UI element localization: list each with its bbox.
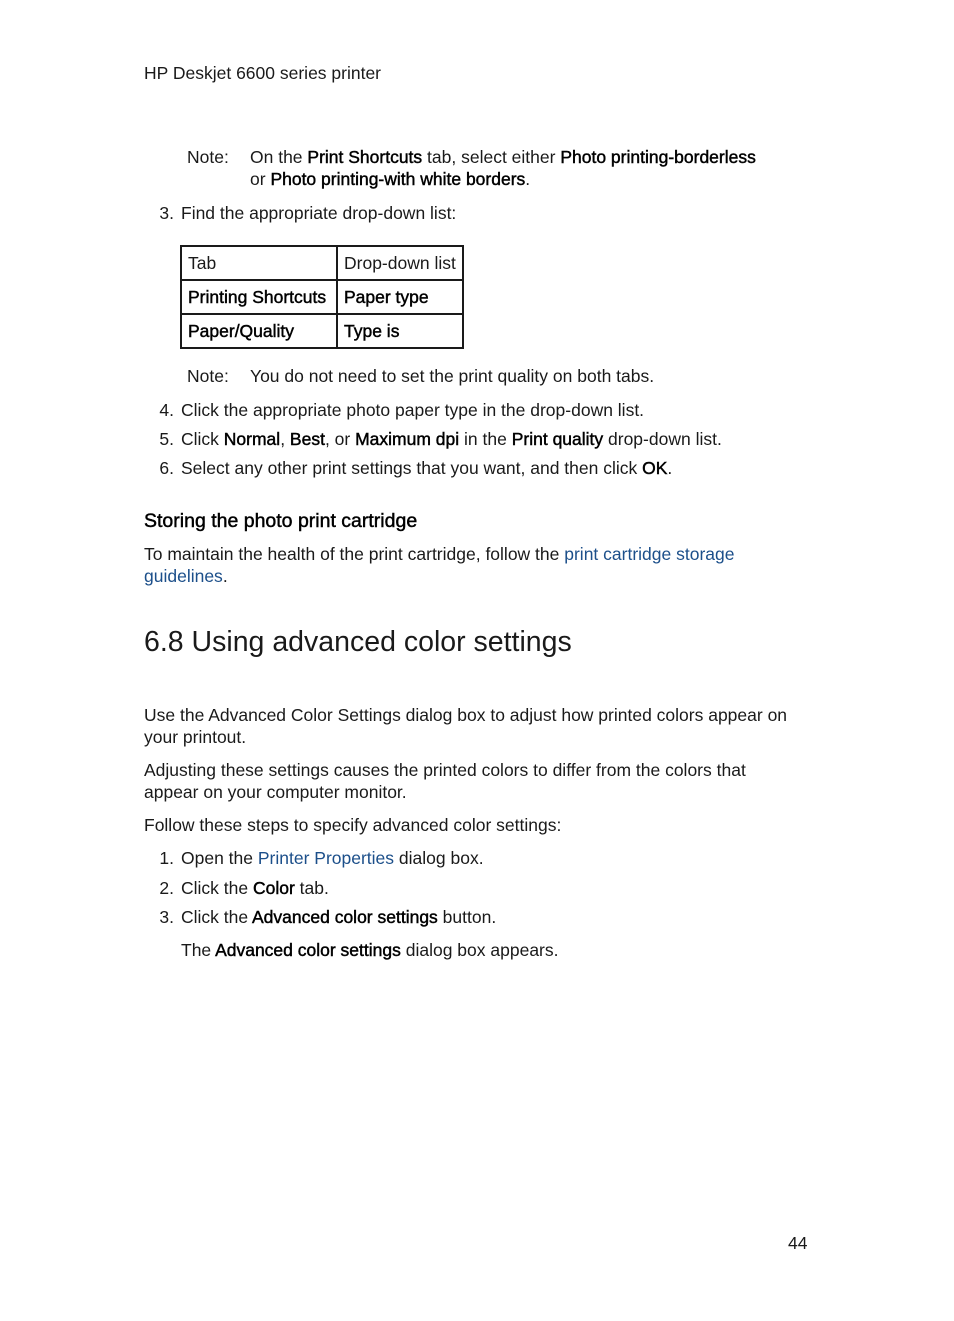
step-text <box>181 877 821 899</box>
text: Open the <box>181 848 258 868</box>
text: dialog box. <box>394 848 484 868</box>
step-number: 3. <box>159 907 174 927</box>
section-heading: 6.8 Using advanced color settings <box>144 626 572 658</box>
text: tab, select either <box>422 147 561 167</box>
text: . <box>222 566 228 586</box>
text: . <box>667 458 673 478</box>
text: Select any other print settings that you want, and then click <box>181 458 643 478</box>
note-line-2 <box>250 168 810 190</box>
storing-paragraph <box>144 543 824 587</box>
step-text <box>181 428 821 450</box>
dropdown-table <box>180 245 464 349</box>
step-text: Click the appropriate photo paper type in the drop-down list. <box>181 400 645 420</box>
note-text <box>250 146 810 190</box>
paragraph-line: appear on your computer monitor. <box>144 782 407 802</box>
table-header-row <box>181 246 463 280</box>
table-cell: Type is <box>337 314 463 348</box>
step-number: 5. <box>159 429 174 449</box>
ui-term: Normal <box>223 429 281 449</box>
ui-term: Photo printing-borderless <box>560 147 756 167</box>
step-number: 2. <box>159 878 174 898</box>
step-number: 3. <box>159 203 174 223</box>
table-header-cell: Drop-down list <box>337 246 463 280</box>
text: The <box>181 940 216 960</box>
text: or <box>250 169 271 189</box>
ui-term: Maximum dpi <box>355 429 460 449</box>
step-text <box>181 457 821 479</box>
text: To maintain the health of the print cartridge, follow the <box>144 544 565 564</box>
running-header: HP Deskjet 6600 series printer <box>144 63 382 83</box>
paragraph-line <box>144 543 824 565</box>
ui-term: Best <box>289 429 325 449</box>
text: dialog box appears. <box>400 940 559 960</box>
note-label: Note: <box>187 366 229 386</box>
paragraph-line: Use the Advanced Color Settings dialog box to adjust how printed colors appear on <box>144 705 788 725</box>
text: in the <box>459 429 512 449</box>
table-cell: Paper/Quality <box>181 314 337 348</box>
step-number: 6. <box>159 458 174 478</box>
paragraph <box>144 759 824 803</box>
step-text <box>181 847 821 869</box>
ui-term: Print quality <box>511 429 604 449</box>
storage-guidelines-link[interactable]: print cartridge storage <box>564 544 735 564</box>
ui-term: Print Shortcuts <box>307 147 423 167</box>
paragraph-line: your printout. <box>144 727 247 747</box>
text: Click <box>181 429 224 449</box>
table-row <box>181 280 463 314</box>
step-text <box>181 906 821 928</box>
text: On the <box>250 147 308 167</box>
step-text: Find the appropriate drop-down list: <box>181 203 457 223</box>
step-number: 4. <box>159 400 174 420</box>
note-line-1 <box>250 146 810 168</box>
table-cell: Printing Shortcuts <box>181 280 337 314</box>
paragraph-line: Adjusting these settings causes the printed colors to differ from the colors that <box>144 760 746 780</box>
note-label: Note: <box>187 147 229 167</box>
text: , <box>280 429 290 449</box>
page-number: 44 <box>788 1233 808 1253</box>
text: tab. <box>294 878 329 898</box>
ui-term: OK <box>642 458 668 478</box>
paragraph: Follow these steps to specify advanced color settings: <box>144 815 562 835</box>
table-header-cell: Tab <box>181 246 337 280</box>
storage-guidelines-link[interactable]: guidelines <box>144 566 223 586</box>
note-text: You do not need to set the print quality on both tabs. <box>250 366 655 386</box>
step-number: 1. <box>159 848 174 868</box>
text: drop-down list. <box>603 429 722 449</box>
step-result <box>181 939 821 961</box>
subsection-heading: Storing the photo print cartridge <box>144 510 418 532</box>
text: Click the <box>181 907 252 927</box>
text: Click the <box>181 878 253 898</box>
text: , or <box>324 429 356 449</box>
paragraph-line <box>144 565 824 587</box>
ui-term: Advanced color settings <box>215 940 401 960</box>
text: button. <box>437 907 497 927</box>
printer-properties-link[interactable]: Printer Properties <box>257 848 395 868</box>
text: . <box>525 169 531 189</box>
ui-term: Color <box>252 878 295 898</box>
paragraph <box>144 704 824 748</box>
table-cell: Paper type <box>337 280 463 314</box>
ui-term: Advanced color settings <box>252 907 438 927</box>
table-row <box>181 314 463 348</box>
ui-term: Photo printing-with white borders <box>270 169 526 189</box>
